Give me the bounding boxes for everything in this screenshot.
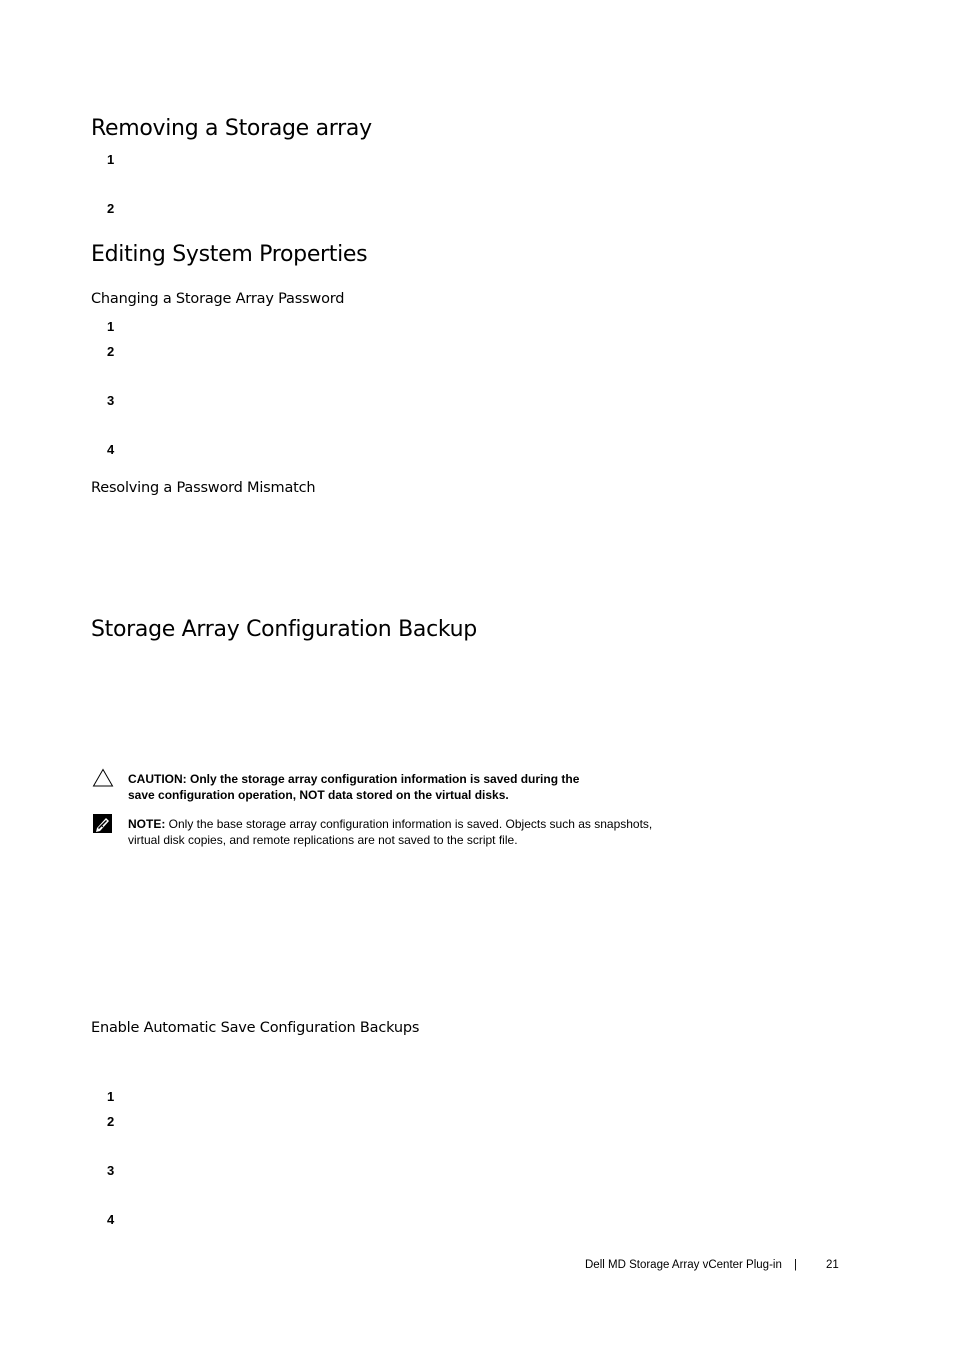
note-notice [128,816,728,848]
caution-icon [92,768,114,788]
footer-separator: | [794,1259,797,1271]
step-number: 2 [107,1114,115,1129]
footer-page-number: 21 [826,1259,839,1271]
step-number: 4 [107,442,115,457]
step-number: 2 [107,201,115,216]
heading-removing-storage-array: Removing a Storage array [91,116,372,141]
subheading-enable-auto-backup: Enable Automatic Save Configuration Backups [91,1020,420,1036]
note-line-1: Only the base storage array configuration information is saved. Objects such as snapshots, [165,817,653,831]
heading-configuration-backup: Storage Array Configuration Backup [91,617,477,642]
step-number: 1 [107,319,115,334]
step-number: 2 [107,344,115,359]
note-line-2: virtual disk copies, and remote replications are not saved to the script file. [128,833,518,847]
note-label: NOTE: [128,817,166,831]
step-number: 1 [107,152,115,167]
step-number: 3 [107,393,115,408]
step-number: 3 [107,1163,115,1178]
step-number: 4 [107,1212,115,1227]
caution-line-1: CAUTION: Only the storage array configuration information is saved during the [128,772,580,786]
subheading-resolving-mismatch: Resolving a Password Mismatch [91,480,316,496]
caution-line-2: save configuration operation, NOT data stored on the virtual disks. [128,788,509,802]
step-number: 1 [107,1089,115,1104]
subheading-changing-password: Changing a Storage Array Password [91,291,345,307]
footer-doc-title: Dell MD Storage Array vCenter Plug-in [585,1259,782,1271]
caution-notice [128,771,728,803]
note-pencil-icon [92,813,114,833]
heading-editing-system-properties: Editing System Properties [91,242,368,267]
